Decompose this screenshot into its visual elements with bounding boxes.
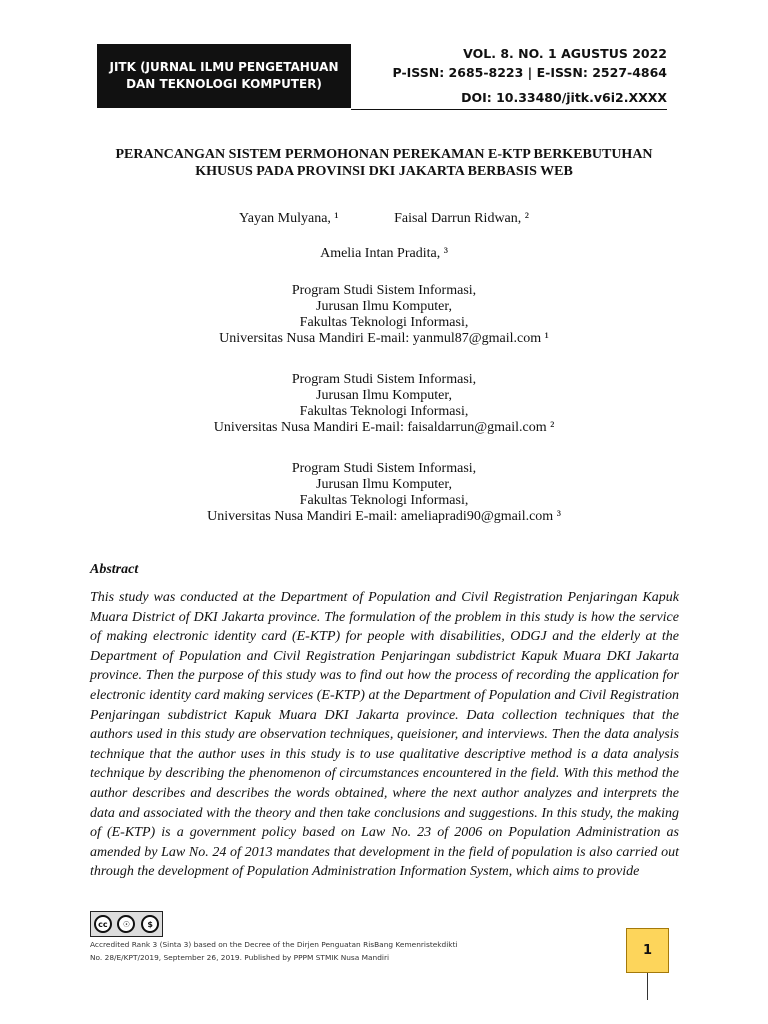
affiliation-email-line: Universitas Nusa Mandiri E-mail: faisaldarrun@gmail.com ² [213, 420, 555, 435]
cc-icon: cc [94, 915, 112, 933]
accreditation-note [90, 939, 458, 964]
affiliation-line: Jurusan Ilmu Komputer, [316, 477, 452, 492]
doi: DOI: 10.33480/jitk.v6i2.XXXX [461, 90, 667, 105]
affiliation-email-line: Universitas Nusa Mandiri E-mail: ameliapradi90@gmail.com ³ [207, 509, 561, 524]
affiliation-line: Fakultas Teknologi Informasi, [299, 404, 469, 419]
creative-commons-license-badge [90, 911, 163, 937]
page-number-line [647, 973, 648, 1000]
affiliation-line: Program Studi Sistem Informasi, [291, 283, 477, 298]
attribution-icon: ☉ [117, 915, 135, 933]
page-number: 1 [626, 928, 669, 973]
abstract-heading: Abstract [90, 562, 139, 577]
affiliation-line: Jurusan Ilmu Komputer, [316, 388, 452, 403]
affiliation-3 [0, 461, 768, 525]
author-1: Yayan Mulyana, ¹ [239, 211, 339, 226]
journal-name-line1: JITK (JURNAL ILMU PENGETAHUAN [109, 60, 339, 74]
abstract-text: This study was conducted at the Department of Population and Civil Registration Penjaringan Kapuk Muara District of DKI Jakarta province. The formulation of the problem in this study is how the service of making electronic identity card (E-KTP) for people with disabilities, ODGJ and the elderly at the Department of Population and Civil Registration Penjaringan subdistrict Kapuk Muara DKI Jakarta province. Then the purpose of this study was to find out how the process of recording the application for electronic identity card making services (E-KTP) at the Department of Population and Civil Registration Penjaringan subdistrict Kapuk Muara DKI Jakarta province. Data collection techniques that the authors used in this study are observation techniques, queisioner, and interviews. Then the data analysis technique that the author uses in this study is to use qualitative descriptive method is a data analysis technique by describing the phenomenon of circumstances encountered in the field. With this method the author describes and describes the words obtained, where the next author analyzes and interprets the data and associated with the theory and then take conclusions and suggestions. In this study, the making of (E-KTP) is a government policy based on Law No. 23 of 2006 on Population Administration as amended by Law No. 24 of 2013 mandates that development in the field of population is also carried out through the development of Population Administration Information System, which aims to provide [90, 590, 679, 880]
affiliation-line: Fakultas Teknologi Informasi, [299, 315, 469, 330]
affiliation-line: Program Studi Sistem Informasi, [291, 461, 477, 476]
affiliation-line: Fakultas Teknologi Informasi, [299, 493, 469, 508]
header-rule [351, 109, 667, 110]
title-line-2: KHUSUS PADA PROVINSI DKI JAKARTA BERBASIS WEB [195, 164, 573, 179]
accreditation-line-1: Accredited Rank 3 (Sinta 3) based on the Decree of the Dirjen Penguatan RisBang Kemenristekdikti [90, 940, 458, 949]
authors-row [0, 211, 768, 227]
affiliation-email-line: Universitas Nusa Mandiri E-mail: yanmul87@gmail.com ¹ [219, 331, 549, 346]
author-2: Faisal Darrun Ridwan, ² [394, 211, 529, 226]
affiliation-line: Program Studi Sistem Informasi, [291, 372, 477, 387]
affiliation-1 [0, 283, 768, 347]
affiliation-2 [0, 372, 768, 436]
paper-title [60, 146, 708, 180]
volume-info [393, 44, 667, 82]
journal-name-line2: DAN TEKNOLOGI KOMPUTER) [126, 77, 322, 91]
noncommercial-icon: $ [141, 915, 159, 933]
journal-name-box [97, 44, 351, 108]
issn: P-ISSN: 2685-8223 | E-ISSN: 2527-4864 [392, 65, 667, 80]
title-line-1: PERANCANGAN SISTEM PERMOHONAN PEREKAMAN E-KTP BERKEBUTUHAN [115, 147, 653, 162]
author-3: Amelia Intan Pradita, ³ [320, 246, 448, 261]
accreditation-line-2: No. 28/E/KPT/2019, September 26, 2019. Published by PPPM STMIK Nusa Mandiri [90, 952, 390, 962]
affiliation-line: Jurusan Ilmu Komputer, [316, 299, 452, 314]
volume-issue: VOL. 8. NO. 1 AGUSTUS 2022 [463, 46, 667, 61]
